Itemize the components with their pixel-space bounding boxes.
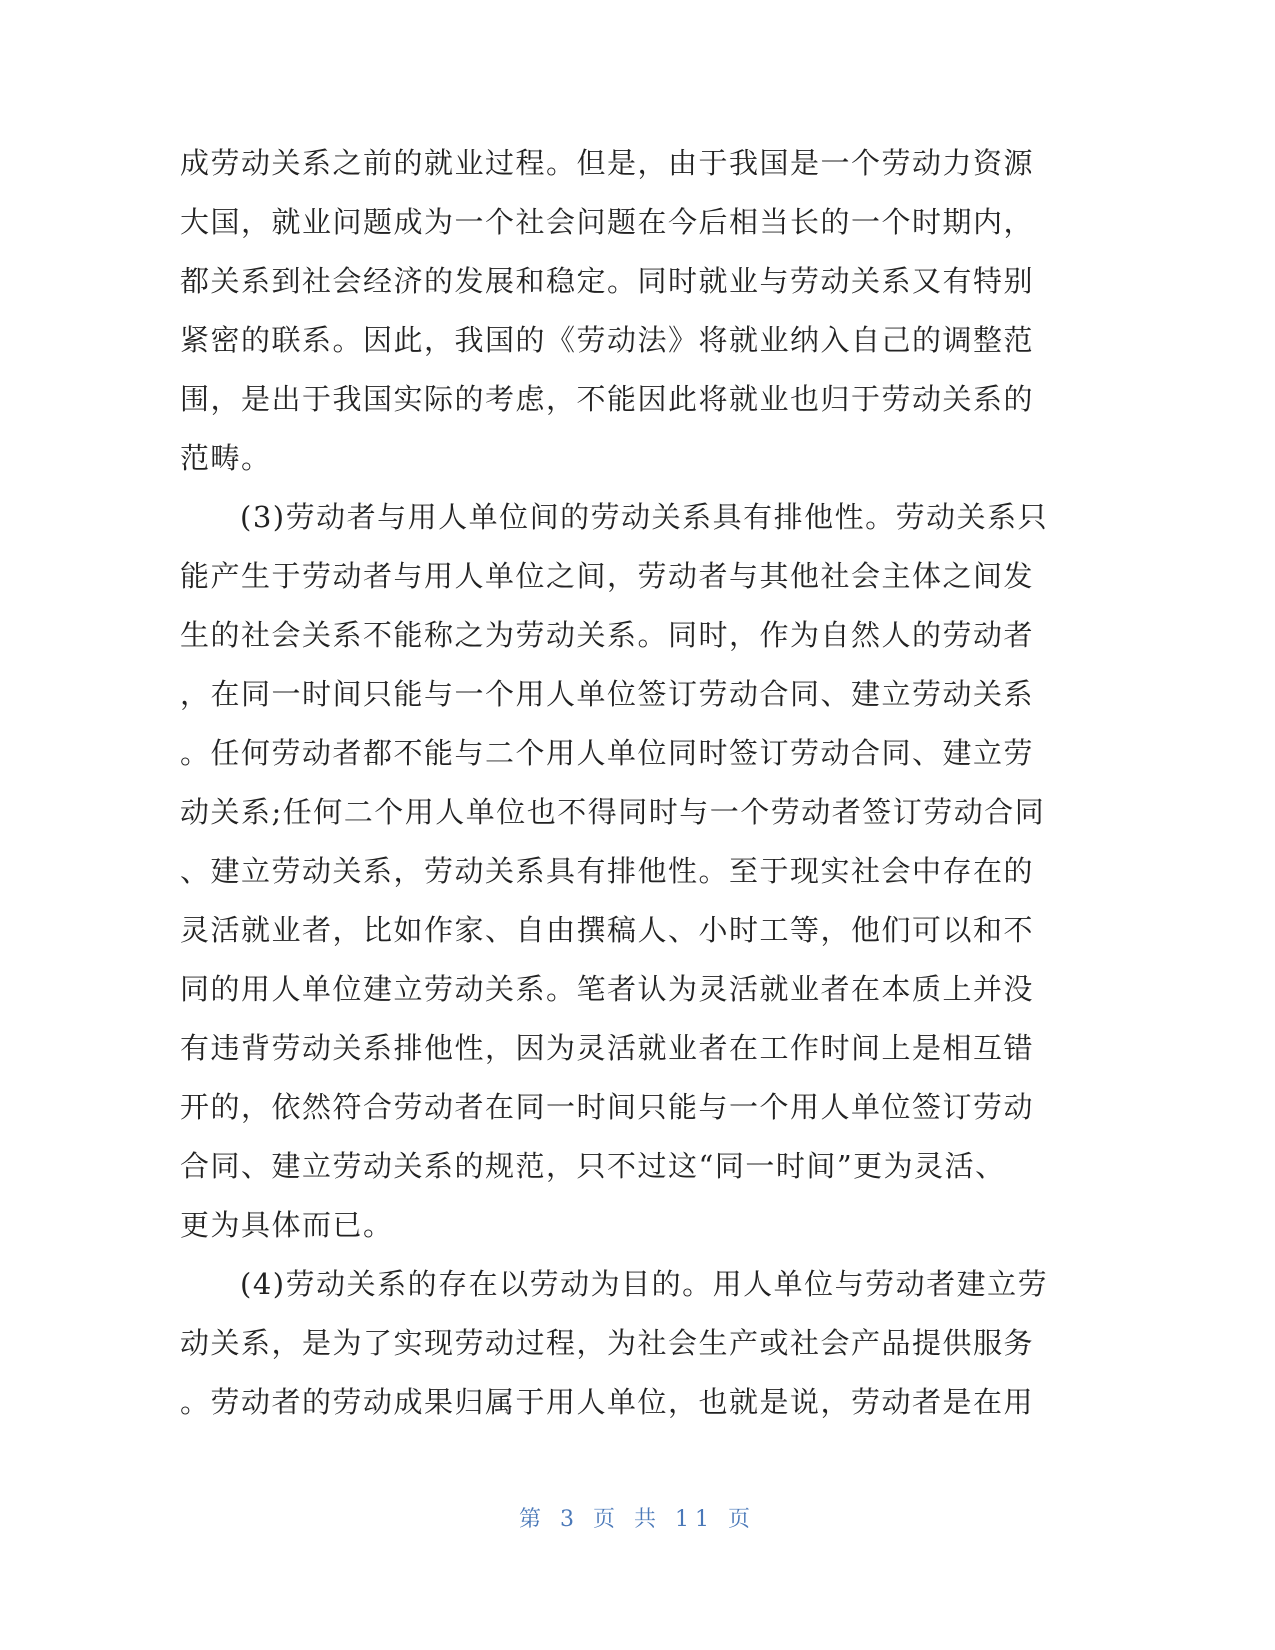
text-line: 生的社会关系不能称之为劳动关系。同时，作为自然人的劳动者 [180,618,1035,652]
document-body [180,134,1049,1432]
text-line: 围，是出于我国实际的考虑，不能因此将就业也归于劳动关系的 [180,382,1035,416]
text-line: 开的，依然符合劳动者在同一时间只能与一个用人单位签订劳动 [180,1090,1035,1124]
text-line: 合同、建立劳动关系的规范，只不过这“同一时间”更为灵活、 [180,1149,1006,1183]
page-number-footer: 第 3 页 共 11 页 [519,1507,756,1532]
text-line: 动关系;任何二个用人单位也不得同时与一个劳动者签订劳动合同 [180,795,1046,829]
text-line: ，在同一时间只能与一个用人单位签订劳动合同、建立劳动关系 [180,677,1035,711]
text-line: 同的用人单位建立劳动关系。笔者认为灵活就业者在本质上并没 [180,972,1035,1006]
text-line: 范畴。 [180,441,272,475]
text-line: 。任何劳动者都不能与二个用人单位同时签订劳动合同、建立劳 [180,736,1035,770]
text-line: 灵活就业者，比如作家、自由撰稿人、小时工等，他们可以和不 [180,913,1035,947]
text-line: 、建立劳动关系，劳动关系具有排他性。至于现实社会中存在的 [180,854,1035,888]
text-line: 紧密的联系。因此，我国的《劳动法》将就业纳入自己的调整范 [180,323,1035,357]
text-line: 动关系，是为了实现劳动过程，为社会生产或社会产品提供服务 [180,1326,1035,1360]
text-line: 能产生于劳动者与用人单位之间，劳动者与其他社会主体之间发 [180,559,1035,593]
text-line: 有违背劳动关系排他性，因为灵活就业者在工作时间上是相互错 [180,1031,1035,1065]
text-line: 。劳动者的劳动成果归属于用人单位，也就是说，劳动者是在用 [180,1385,1035,1419]
paragraph-start-line: (3)劳动者与用人单位间的劳动关系具有排他性。劳动关系只 [240,500,1049,534]
paragraph-start-line: (4)劳动关系的存在以劳动为目的。用人单位与劳动者建立劳 [240,1267,1049,1301]
text-line: 都关系到社会经济的发展和稳定。同时就业与劳动关系又有特别 [180,264,1035,298]
text-line: 成劳动关系之前的就业过程。但是，由于我国是一个劳动力资源 [180,146,1035,180]
text-line: 大国，就业问题成为一个社会问题在今后相当长的一个时期内， [180,205,1035,239]
text-line: 更为具体而已。 [180,1208,394,1242]
